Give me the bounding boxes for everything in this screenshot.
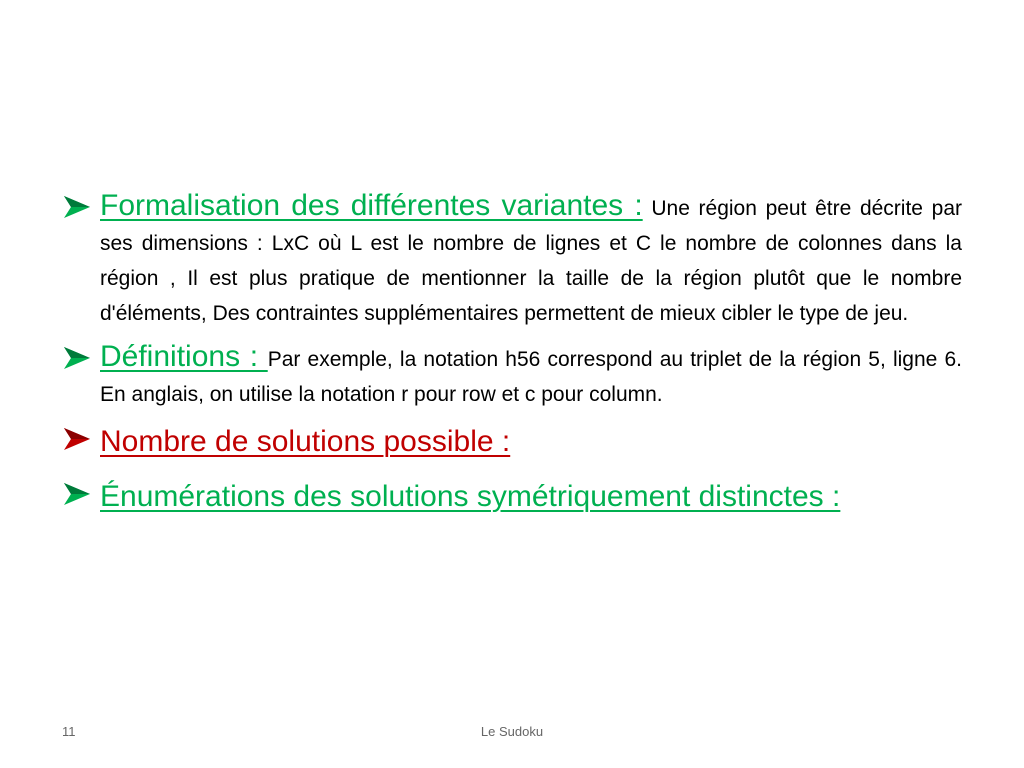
bullet-heading: Définitions :	[100, 340, 268, 373]
bullet-item	[62, 188, 962, 331]
bullet-heading: Énumérations des solutions symétriquement distinctes :	[100, 480, 841, 513]
bullet-item	[62, 475, 962, 522]
arrow-bullet-icon	[62, 345, 100, 371]
footer-title: Le Sudoku	[480, 724, 544, 739]
bullet-heading: Nombre de solutions possible :	[100, 425, 511, 458]
bullet-text	[100, 339, 962, 412]
bullet-item	[62, 339, 962, 412]
arrow-bullet-icon	[62, 481, 100, 507]
bullet-item	[62, 420, 962, 467]
slide-number: 11	[62, 724, 76, 739]
bullet-body: Par exemple, la notation h56 correspond au triplet de la région 5, ligne 6. En anglais, on utilise la notation r pour row et c pour column.	[100, 348, 962, 406]
bullet-text	[100, 188, 962, 331]
slide-content	[62, 188, 962, 530]
bullet-body: Une région peut être décrite par ses dimensions : LxC où L est le nombre de lignes et C le nombre de colonnes dans la région , Il est plus pratique de mentionner la taille de la région plutôt que le nombre d'éléments, Des contraintes supplémentaires permettent de mieux cibler le type de jeu.	[100, 197, 962, 325]
bullet-text	[100, 475, 962, 522]
bullet-text	[100, 420, 962, 467]
arrow-bullet-icon	[62, 194, 100, 220]
bullet-heading: Formalisation des différentes variantes :	[100, 189, 643, 222]
arrow-bullet-icon	[62, 426, 100, 452]
